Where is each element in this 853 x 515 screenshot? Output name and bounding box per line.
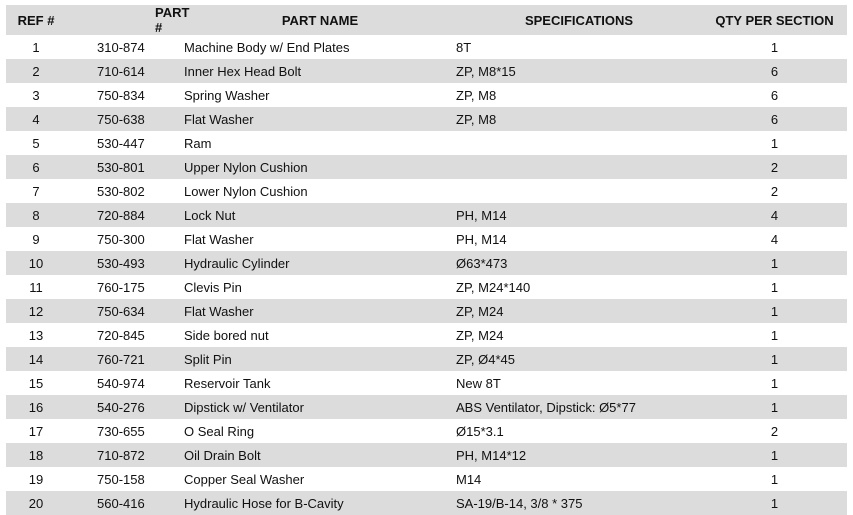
table-row	[6, 395, 847, 419]
cell-specifications: ZP, M8*15	[456, 59, 702, 83]
table-row	[6, 323, 847, 347]
table-row	[6, 107, 847, 131]
cell-ref: 4	[6, 107, 66, 131]
cell-qty: 1	[770, 279, 779, 295]
cell-part-number: 530-801	[66, 155, 184, 179]
cell-part-number: 720-884	[66, 203, 184, 227]
table-row	[6, 131, 847, 155]
cell-qty: 1	[702, 443, 847, 467]
cell-part-number: 750-300	[97, 231, 145, 247]
cell-ref: 13	[28, 327, 44, 343]
cell-specifications: Ø63*473	[456, 251, 702, 275]
cell-qty: 1	[770, 471, 779, 487]
cell-qty: 1	[702, 299, 847, 323]
cell-part-number: 530-447	[97, 135, 145, 151]
header-part-name: PART NAME	[184, 5, 456, 35]
header-specifications: SPECIFICATIONS	[456, 5, 702, 35]
cell-qty: 6	[702, 107, 847, 131]
cell-qty: 6	[702, 59, 847, 83]
cell-specifications: ZP, M8	[456, 107, 702, 131]
cell-specifications: ZP, M8	[456, 87, 497, 103]
cell-specifications: SA-19/B-14, 3/8 * 375	[456, 491, 702, 515]
cell-qty: 1	[702, 395, 847, 419]
cell-part-name: Hydraulic Hose for B-Cavity	[184, 491, 456, 515]
table-row	[6, 491, 847, 515]
table-row	[6, 419, 847, 443]
cell-specifications	[456, 179, 702, 203]
cell-qty: 2	[770, 183, 779, 199]
cell-ref: 16	[6, 395, 66, 419]
cell-part-number: 710-872	[66, 443, 184, 467]
table-row	[6, 35, 847, 59]
table-row	[6, 83, 847, 107]
cell-part-name: Lower Nylon Cushion	[184, 183, 308, 199]
header-qty: QTY PER SECTION	[702, 5, 847, 35]
cell-part-number: 760-721	[66, 347, 184, 371]
cell-part-name: O Seal Ring	[184, 423, 255, 439]
cell-part-number: 750-634	[66, 299, 184, 323]
cell-part-name: Inner Hex Head Bolt	[184, 59, 456, 83]
cell-part-number: 540-974	[97, 375, 145, 391]
cell-part-number: 530-802	[97, 183, 145, 199]
cell-qty: 6	[770, 87, 779, 103]
cell-ref: 3	[32, 87, 40, 103]
table-row	[6, 443, 847, 467]
cell-part-name: Split Pin	[184, 347, 456, 371]
cell-qty: 1	[770, 39, 779, 55]
cell-specifications: ZP, M24	[456, 327, 504, 343]
table-row	[6, 251, 847, 275]
cell-specifications	[456, 131, 702, 155]
cell-part-number: 530-493	[66, 251, 184, 275]
cell-ref: 14	[6, 347, 66, 371]
cell-part-number: 730-655	[97, 423, 145, 439]
cell-ref: 10	[6, 251, 66, 275]
table-row	[6, 155, 847, 179]
cell-ref: 20	[6, 491, 66, 515]
cell-specifications: ABS Ventilator, Dipstick: Ø5*77	[456, 395, 702, 419]
cell-qty: 2	[702, 155, 847, 179]
cell-qty: 1	[770, 135, 779, 151]
cell-part-number: 710-614	[66, 59, 184, 83]
cell-part-number: 720-845	[97, 327, 145, 343]
header-part-number: PART #	[66, 5, 184, 35]
cell-part-number: 540-276	[66, 395, 184, 419]
cell-ref: 12	[6, 299, 66, 323]
header-ref: REF #	[6, 5, 66, 35]
cell-part-name: Copper Seal Washer	[184, 471, 305, 487]
cell-specifications: ZP, M24*140	[456, 279, 531, 295]
cell-specifications: PH, M14	[456, 203, 702, 227]
cell-ref: 19	[28, 471, 44, 487]
cell-qty: 1	[702, 251, 847, 275]
cell-part-name: Lock Nut	[184, 203, 456, 227]
table-row	[6, 467, 847, 491]
table-row	[6, 371, 847, 395]
cell-ref: 6	[6, 155, 66, 179]
table-row	[6, 227, 847, 251]
cell-part-name: Machine Body w/ End Plates	[184, 39, 350, 55]
cell-ref: 15	[28, 375, 44, 391]
table-row	[6, 179, 847, 203]
cell-part-name: Flat Washer	[184, 107, 456, 131]
cell-part-number: 310-874	[97, 39, 145, 55]
cell-specifications: 8T	[456, 39, 472, 55]
cell-part-name: Ram	[184, 135, 212, 151]
cell-qty: 4	[770, 231, 779, 247]
cell-ref: 17	[28, 423, 44, 439]
table-row	[6, 59, 847, 83]
table-row	[6, 203, 847, 227]
cell-ref: 9	[32, 231, 40, 247]
cell-part-name: Flat Washer	[184, 231, 254, 247]
cell-ref: 7	[32, 183, 40, 199]
cell-ref: 2	[6, 59, 66, 83]
table-row	[6, 299, 847, 323]
cell-specifications: New 8T	[456, 375, 501, 391]
cell-specifications: PH, M14*12	[456, 443, 702, 467]
cell-part-name: Clevis Pin	[184, 279, 242, 295]
cell-qty: 2	[770, 423, 779, 439]
cell-part-name: Reservoir Tank	[184, 375, 271, 391]
cell-part-number: 750-834	[97, 87, 145, 103]
cell-part-name: Hydraulic Cylinder	[184, 251, 456, 275]
cell-part-name: Upper Nylon Cushion	[184, 155, 456, 179]
cell-part-name: Flat Washer	[184, 299, 456, 323]
cell-part-name: Spring Washer	[184, 87, 270, 103]
cell-part-number: 760-175	[97, 279, 145, 295]
cell-qty: 1	[770, 327, 779, 343]
cell-ref: 1	[32, 39, 40, 55]
cell-qty: 1	[702, 347, 847, 371]
cell-ref: 8	[6, 203, 66, 227]
cell-part-number: 750-638	[66, 107, 184, 131]
cell-specifications: Ø15*3.1	[456, 423, 504, 439]
cell-ref: 5	[32, 135, 40, 151]
cell-qty: 1	[702, 491, 847, 515]
cell-part-number: 750-158	[97, 471, 145, 487]
cell-part-number: 560-416	[66, 491, 184, 515]
cell-ref: 11	[29, 279, 43, 295]
cell-part-name: Side bored nut	[184, 327, 269, 343]
cell-specifications: PH, M14	[456, 231, 507, 247]
cell-specifications: ZP, M24	[456, 299, 702, 323]
cell-specifications	[456, 155, 702, 179]
cell-part-name: Oil Drain Bolt	[184, 443, 456, 467]
cell-specifications: ZP, Ø4*45	[456, 347, 702, 371]
cell-qty: 1	[770, 375, 779, 391]
cell-specifications: M14	[456, 471, 482, 487]
table-row	[6, 347, 847, 371]
cell-qty: 4	[702, 203, 847, 227]
cell-part-name: Dipstick w/ Ventilator	[184, 395, 456, 419]
cell-ref: 18	[6, 443, 66, 467]
parts-table	[6, 5, 847, 515]
table-header-row	[6, 5, 847, 35]
table-row	[6, 275, 847, 299]
